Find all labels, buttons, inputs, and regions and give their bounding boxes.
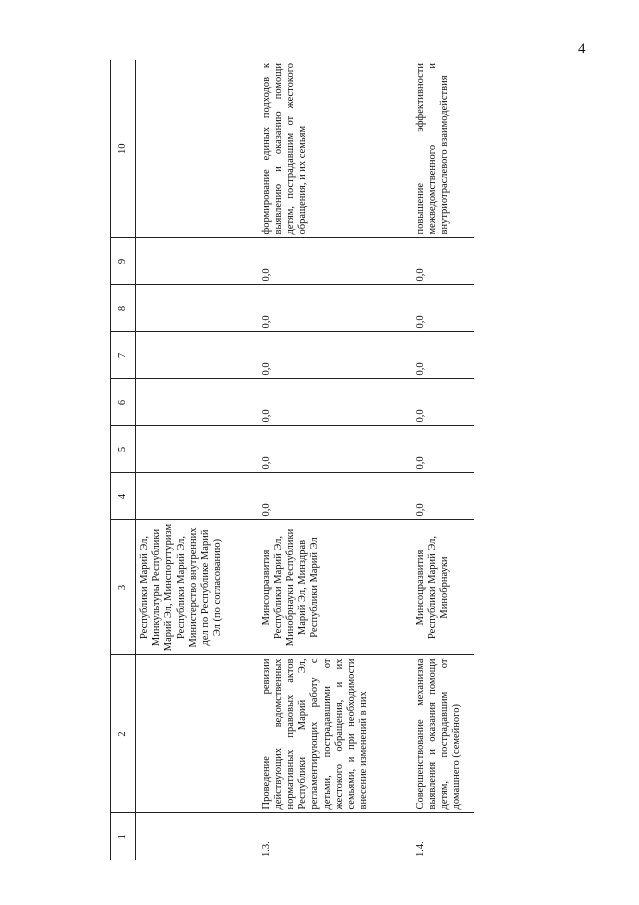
column-number: 5 bbox=[111, 426, 136, 473]
column-number: 7 bbox=[111, 332, 136, 379]
funding-cell: 0,0 bbox=[258, 285, 412, 332]
column-number: 2 bbox=[111, 655, 136, 813]
measures-table bbox=[110, 60, 474, 860]
table-row bbox=[136, 60, 258, 860]
funding-cell: 0,0 bbox=[258, 238, 412, 285]
column-number: 8 bbox=[111, 285, 136, 332]
table-row bbox=[412, 60, 474, 860]
funding-cell: 0,0 bbox=[412, 473, 474, 520]
funding-cell bbox=[136, 238, 258, 285]
result-text: повышение эффективности межведомственного и внутриотраслевого взаимодействия bbox=[412, 60, 474, 238]
column-number: 3 bbox=[111, 520, 136, 655]
funding-cell: 0,0 bbox=[412, 285, 474, 332]
funding-cell bbox=[136, 285, 258, 332]
result-text bbox=[136, 60, 258, 238]
funding-cell: 0,0 bbox=[412, 379, 474, 426]
funding-cell: 0,0 bbox=[412, 426, 474, 473]
funding-cell: 0,0 bbox=[258, 426, 412, 473]
measure-text: Проведение ревизии действующих ведомственных нормативных правовых актов Республики Марий Эл, регламентирующих работу с детьми, пострадавшими от жестокого обращения, и их семьями, и при необходимости внесение изменений в них bbox=[258, 655, 412, 813]
funding-cell bbox=[136, 473, 258, 520]
funding-cell bbox=[136, 426, 258, 473]
row-number bbox=[136, 813, 258, 860]
document-sheet bbox=[0, 60, 600, 860]
column-number: 9 bbox=[111, 238, 136, 285]
executors-text: Республики Марий Эл, Минкультуры Республики Марий Эл, Минспорттуризм Республики Марий Эл, Министерство внутренних дел по Республике Марий Эл (по согласованию) bbox=[136, 520, 258, 655]
column-number: 6 bbox=[111, 379, 136, 426]
column-number: 1 bbox=[111, 813, 136, 860]
page-number: 4 bbox=[578, 41, 586, 57]
result-text: формирование единых подходов к выявлению и оказанию помощи детям, пострадавшим от жестокого обращения, и их семьям bbox=[258, 60, 412, 238]
measure-text bbox=[136, 655, 258, 813]
row-number: 1.3. bbox=[260, 841, 272, 857]
funding-cell: 0,0 bbox=[258, 379, 412, 426]
column-number: 10 bbox=[111, 60, 136, 238]
funding-cell bbox=[136, 379, 258, 426]
measure-text: Совершенствование механизма выявления и оказания помощи детям, пострадавшим от домашнего (семейного) bbox=[412, 655, 474, 813]
funding-cell bbox=[136, 332, 258, 379]
funding-cell: 0,0 bbox=[412, 238, 474, 285]
funding-cell: 0,0 bbox=[412, 332, 474, 379]
funding-cell: 0,0 bbox=[258, 473, 412, 520]
row-number: 1.4. bbox=[414, 841, 426, 857]
executors-text: Минсоцразвития Республики Марий Эл, Минобрнауки Республики Марий Эл, Минздрав Республики Марий Эл bbox=[258, 520, 412, 655]
column-number: 4 bbox=[111, 473, 136, 520]
table-header-row bbox=[111, 60, 136, 860]
executors-text: Минсоцразвития Республики Марий Эл, Минобрнауки bbox=[412, 520, 474, 655]
funding-cell: 0,0 bbox=[258, 332, 412, 379]
table-row bbox=[258, 60, 412, 860]
